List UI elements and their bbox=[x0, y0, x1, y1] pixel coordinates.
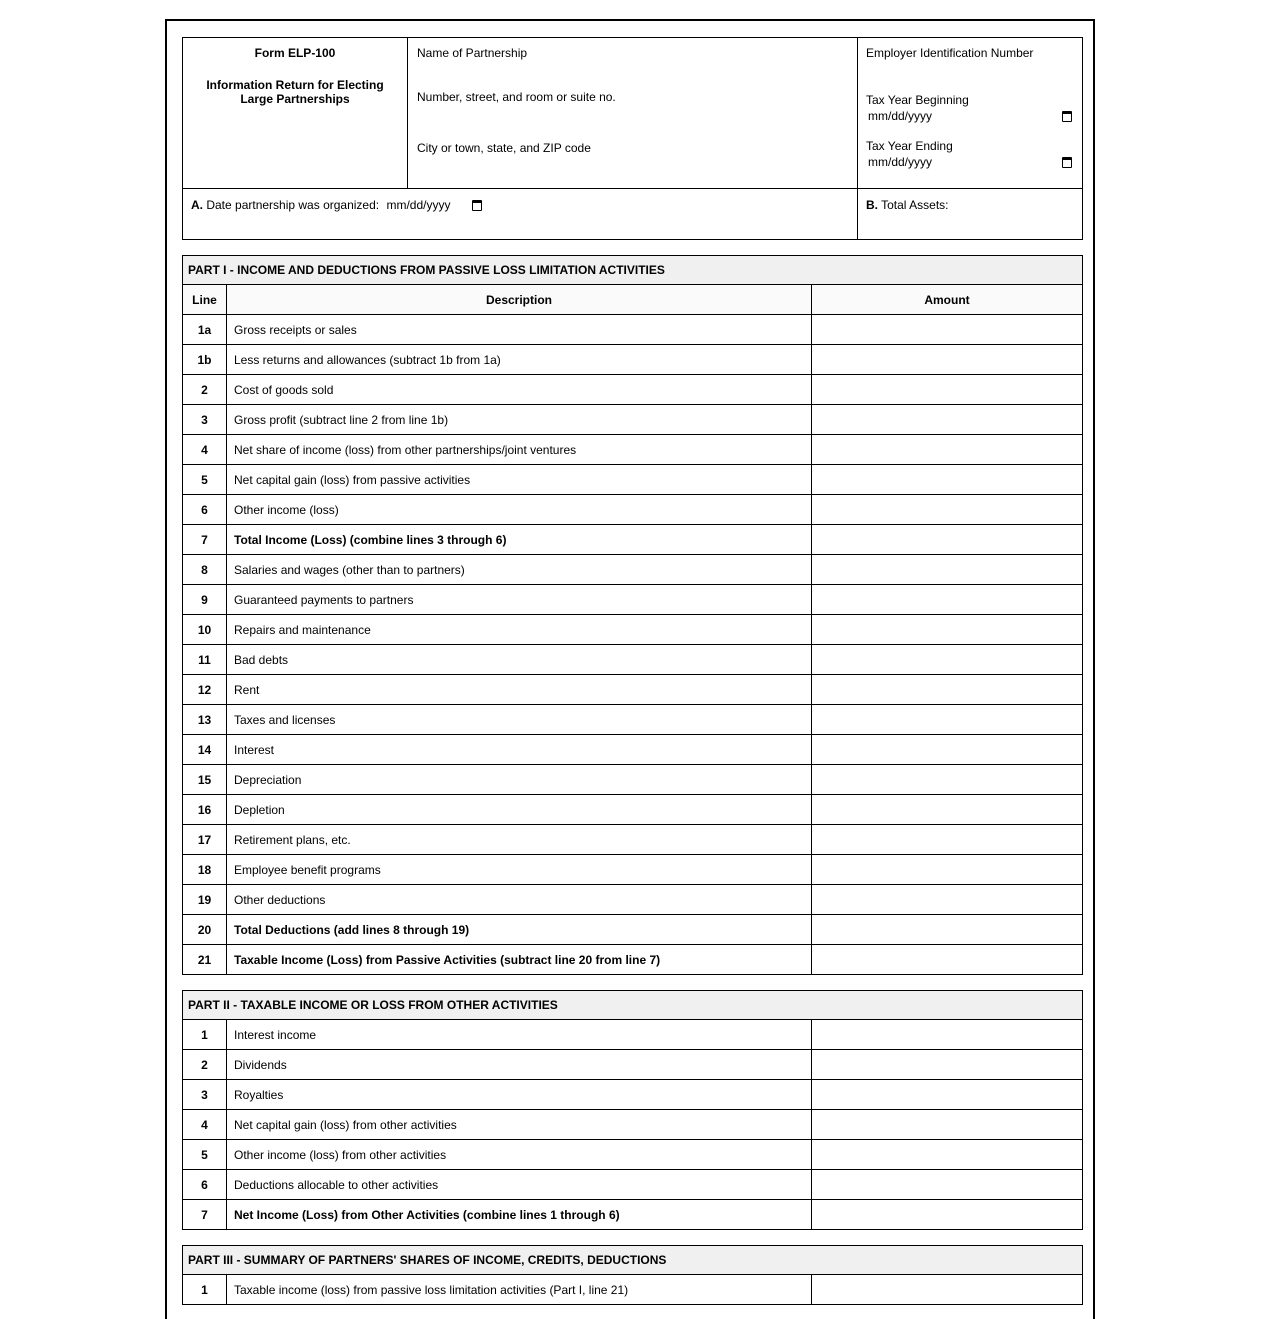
table-row bbox=[183, 375, 1083, 405]
line-number: 14 bbox=[183, 735, 227, 765]
form-page bbox=[165, 19, 1095, 1319]
part1-title: PART I - INCOME AND DEDUCTIONS FROM PASSIVE LOSS LIMITATION ACTIVITIES bbox=[183, 256, 1083, 285]
table-row bbox=[183, 855, 1083, 885]
line-number: 5 bbox=[183, 1140, 227, 1170]
address-field[interactable]: Number, street, and room or suite no. bbox=[417, 90, 616, 104]
amount-field[interactable] bbox=[812, 465, 1083, 495]
row-b-letter: B. bbox=[866, 198, 878, 212]
line-number: 6 bbox=[183, 1170, 227, 1200]
line-number: 4 bbox=[183, 435, 227, 465]
amount-field[interactable] bbox=[812, 1080, 1083, 1110]
ein-cell bbox=[858, 38, 1083, 189]
table-row bbox=[183, 525, 1083, 555]
table-row bbox=[183, 885, 1083, 915]
line-number: 2 bbox=[183, 1050, 227, 1080]
line-description: Repairs and maintenance bbox=[227, 615, 812, 645]
tax-year-begin-value: mm/dd/yyyy bbox=[868, 109, 933, 123]
line-number: 1 bbox=[183, 1275, 227, 1305]
table-row bbox=[183, 465, 1083, 495]
line-description: Taxable Income (Loss) from Passive Activities (subtract line 20 from line 7) bbox=[227, 945, 812, 975]
line-description: Salaries and wages (other than to partners) bbox=[227, 555, 812, 585]
amount-field[interactable] bbox=[812, 1275, 1083, 1305]
amount-field[interactable] bbox=[812, 705, 1083, 735]
table-row bbox=[183, 555, 1083, 585]
table-row bbox=[183, 1080, 1083, 1110]
line-description: Rent bbox=[227, 675, 812, 705]
amount-field[interactable] bbox=[812, 1140, 1083, 1170]
table-row bbox=[183, 825, 1083, 855]
table-row bbox=[183, 1140, 1083, 1170]
line-description: Depletion bbox=[227, 795, 812, 825]
line-description: Depreciation bbox=[227, 765, 812, 795]
line-description: Other deductions bbox=[227, 885, 812, 915]
line-description: Net share of income (loss) from other partnerships/joint ventures bbox=[227, 435, 812, 465]
table-row bbox=[183, 945, 1083, 975]
line-number: 9 bbox=[183, 585, 227, 615]
line-number: 12 bbox=[183, 675, 227, 705]
table-row bbox=[183, 585, 1083, 615]
partnership-name-field[interactable]: Name of Partnership bbox=[417, 46, 528, 60]
amount-field[interactable] bbox=[812, 555, 1083, 585]
line-number: 7 bbox=[183, 525, 227, 555]
table-row bbox=[183, 345, 1083, 375]
amount-field[interactable] bbox=[812, 345, 1083, 375]
amount-field[interactable] bbox=[812, 1170, 1083, 1200]
line-number: 7 bbox=[183, 1200, 227, 1230]
line-description: Taxes and licenses bbox=[227, 705, 812, 735]
line-number: 4 bbox=[183, 1110, 227, 1140]
line-number: 16 bbox=[183, 795, 227, 825]
amount-field[interactable] bbox=[812, 615, 1083, 645]
form-body bbox=[182, 37, 1082, 1305]
line-description: Employee benefit programs bbox=[227, 855, 812, 885]
line-number: 1 bbox=[183, 1020, 227, 1050]
table-row bbox=[183, 915, 1083, 945]
line-number: 6 bbox=[183, 495, 227, 525]
amount-field[interactable] bbox=[812, 405, 1083, 435]
table-row bbox=[183, 1050, 1083, 1080]
part2-table bbox=[182, 990, 1083, 1230]
amount-field[interactable] bbox=[812, 795, 1083, 825]
line-description: Taxable income (loss) from passive loss limitation activities (Part I, line 21) bbox=[227, 1275, 812, 1305]
line-description: Interest income bbox=[227, 1020, 812, 1050]
amount-field[interactable] bbox=[812, 885, 1083, 915]
table-row bbox=[183, 615, 1083, 645]
form-header bbox=[182, 37, 1083, 240]
line-description: Royalties bbox=[227, 1080, 812, 1110]
line-number: 2 bbox=[183, 375, 227, 405]
line-description: Net capital gain (loss) from passive activities bbox=[227, 465, 812, 495]
amount-field[interactable] bbox=[812, 645, 1083, 675]
amount-field[interactable] bbox=[812, 495, 1083, 525]
amount-field[interactable] bbox=[812, 1110, 1083, 1140]
date-organized-cell bbox=[183, 189, 858, 240]
amount-field[interactable] bbox=[812, 735, 1083, 765]
calendar-icon[interactable] bbox=[472, 200, 482, 211]
ein-field[interactable]: Employer Identification Number bbox=[866, 46, 1034, 60]
line-description: Guaranteed payments to partners bbox=[227, 585, 812, 615]
amount-field[interactable] bbox=[812, 1020, 1083, 1050]
row-a-letter: A. bbox=[191, 198, 203, 212]
line-number: 8 bbox=[183, 555, 227, 585]
line-number: 19 bbox=[183, 885, 227, 915]
line-description: Bad debts bbox=[227, 645, 812, 675]
tax-year-begin-input[interactable] bbox=[866, 107, 1074, 123]
table-row bbox=[183, 735, 1083, 765]
line-description: Retirement plans, etc. bbox=[227, 825, 812, 855]
line-number: 3 bbox=[183, 405, 227, 435]
line-description: Total Income (Loss) (combine lines 3 through 6) bbox=[227, 525, 812, 555]
total-assets-cell[interactable] bbox=[858, 189, 1083, 240]
tax-year-end-label: Tax Year Ending bbox=[866, 139, 953, 153]
table-row bbox=[183, 765, 1083, 795]
line-number: 10 bbox=[183, 615, 227, 645]
form-number: Form ELP-100 bbox=[254, 46, 336, 60]
form-id-cell bbox=[183, 38, 408, 189]
table-row bbox=[183, 1200, 1083, 1230]
amount-field[interactable] bbox=[812, 675, 1083, 705]
line-description: Other income (loss) from other activities bbox=[227, 1140, 812, 1170]
table-row bbox=[183, 795, 1083, 825]
line-number: 13 bbox=[183, 705, 227, 735]
line-description: Other income (loss) bbox=[227, 495, 812, 525]
amount-field[interactable] bbox=[812, 525, 1083, 555]
form-title: Information Return for Electing Large Partnerships bbox=[206, 78, 384, 106]
column-header-description: Description bbox=[227, 285, 812, 315]
column-header-line: Line bbox=[183, 285, 227, 315]
amount-field[interactable] bbox=[812, 585, 1083, 615]
line-number: 5 bbox=[183, 465, 227, 495]
table-row bbox=[183, 435, 1083, 465]
line-description: Gross profit (subtract line 2 from line 1b) bbox=[227, 405, 812, 435]
table-row bbox=[183, 495, 1083, 525]
amount-field[interactable] bbox=[812, 1200, 1083, 1230]
table-row bbox=[183, 405, 1083, 435]
city-field[interactable]: City or town, state, and ZIP code bbox=[417, 141, 591, 155]
table-row bbox=[183, 1275, 1083, 1305]
line-description: Net Income (Loss) from Other Activities (combine lines 1 through 6) bbox=[227, 1200, 812, 1230]
partnership-info-cell bbox=[408, 38, 858, 189]
line-description: Total Deductions (add lines 8 through 19) bbox=[227, 915, 812, 945]
line-description: Dividends bbox=[227, 1050, 812, 1080]
date-organized-value: mm/dd/yyyy bbox=[386, 198, 451, 212]
line-number: 21 bbox=[183, 945, 227, 975]
part3-table bbox=[182, 1245, 1083, 1305]
table-row bbox=[183, 1020, 1083, 1050]
total-assets-label: Total Assets: bbox=[881, 198, 949, 212]
line-number: 11 bbox=[183, 645, 227, 675]
amount-field[interactable] bbox=[812, 825, 1083, 855]
part3-title: PART III - SUMMARY OF PARTNERS' SHARES OF INCOME, CREDITS, DEDUCTIONS bbox=[183, 1246, 1083, 1275]
tax-year-begin-label: Tax Year Beginning bbox=[866, 93, 969, 107]
line-description: Gross receipts or sales bbox=[227, 315, 812, 345]
part1-table bbox=[182, 255, 1083, 975]
tax-year-end-value: mm/dd/yyyy bbox=[868, 155, 933, 169]
line-description: Less returns and allowances (subtract 1b from 1a) bbox=[227, 345, 812, 375]
amount-field[interactable] bbox=[812, 765, 1083, 795]
line-description: Net capital gain (loss) from other activities bbox=[227, 1110, 812, 1140]
line-description: Cost of goods sold bbox=[227, 375, 812, 405]
table-row bbox=[183, 315, 1083, 345]
line-number: 3 bbox=[183, 1080, 227, 1110]
table-row bbox=[183, 705, 1083, 735]
amount-field[interactable] bbox=[812, 375, 1083, 405]
amount-field[interactable] bbox=[812, 435, 1083, 465]
table-row bbox=[183, 1110, 1083, 1140]
part2-title: PART II - TAXABLE INCOME OR LOSS FROM OTHER ACTIVITIES bbox=[183, 991, 1083, 1020]
amount-field[interactable] bbox=[812, 315, 1083, 345]
line-description: Interest bbox=[227, 735, 812, 765]
date-organized-input[interactable] bbox=[386, 198, 482, 212]
line-number: 17 bbox=[183, 825, 227, 855]
date-organized-label: Date partnership was organized: bbox=[206, 198, 380, 212]
amount-field[interactable] bbox=[812, 915, 1083, 945]
line-description: Deductions allocable to other activities bbox=[227, 1170, 812, 1200]
tax-year-end-input[interactable] bbox=[866, 153, 1074, 169]
line-number: 1b bbox=[183, 345, 227, 375]
table-row bbox=[183, 675, 1083, 705]
calendar-icon[interactable] bbox=[1062, 157, 1072, 168]
line-number: 1a bbox=[183, 315, 227, 345]
calendar-icon[interactable] bbox=[1062, 111, 1072, 122]
table-row bbox=[183, 645, 1083, 675]
column-header-amount: Amount bbox=[812, 285, 1083, 315]
line-number: 18 bbox=[183, 855, 227, 885]
amount-field[interactable] bbox=[812, 1050, 1083, 1080]
table-row bbox=[183, 1170, 1083, 1200]
line-number: 15 bbox=[183, 765, 227, 795]
line-number: 20 bbox=[183, 915, 227, 945]
amount-field[interactable] bbox=[812, 945, 1083, 975]
amount-field[interactable] bbox=[812, 855, 1083, 885]
